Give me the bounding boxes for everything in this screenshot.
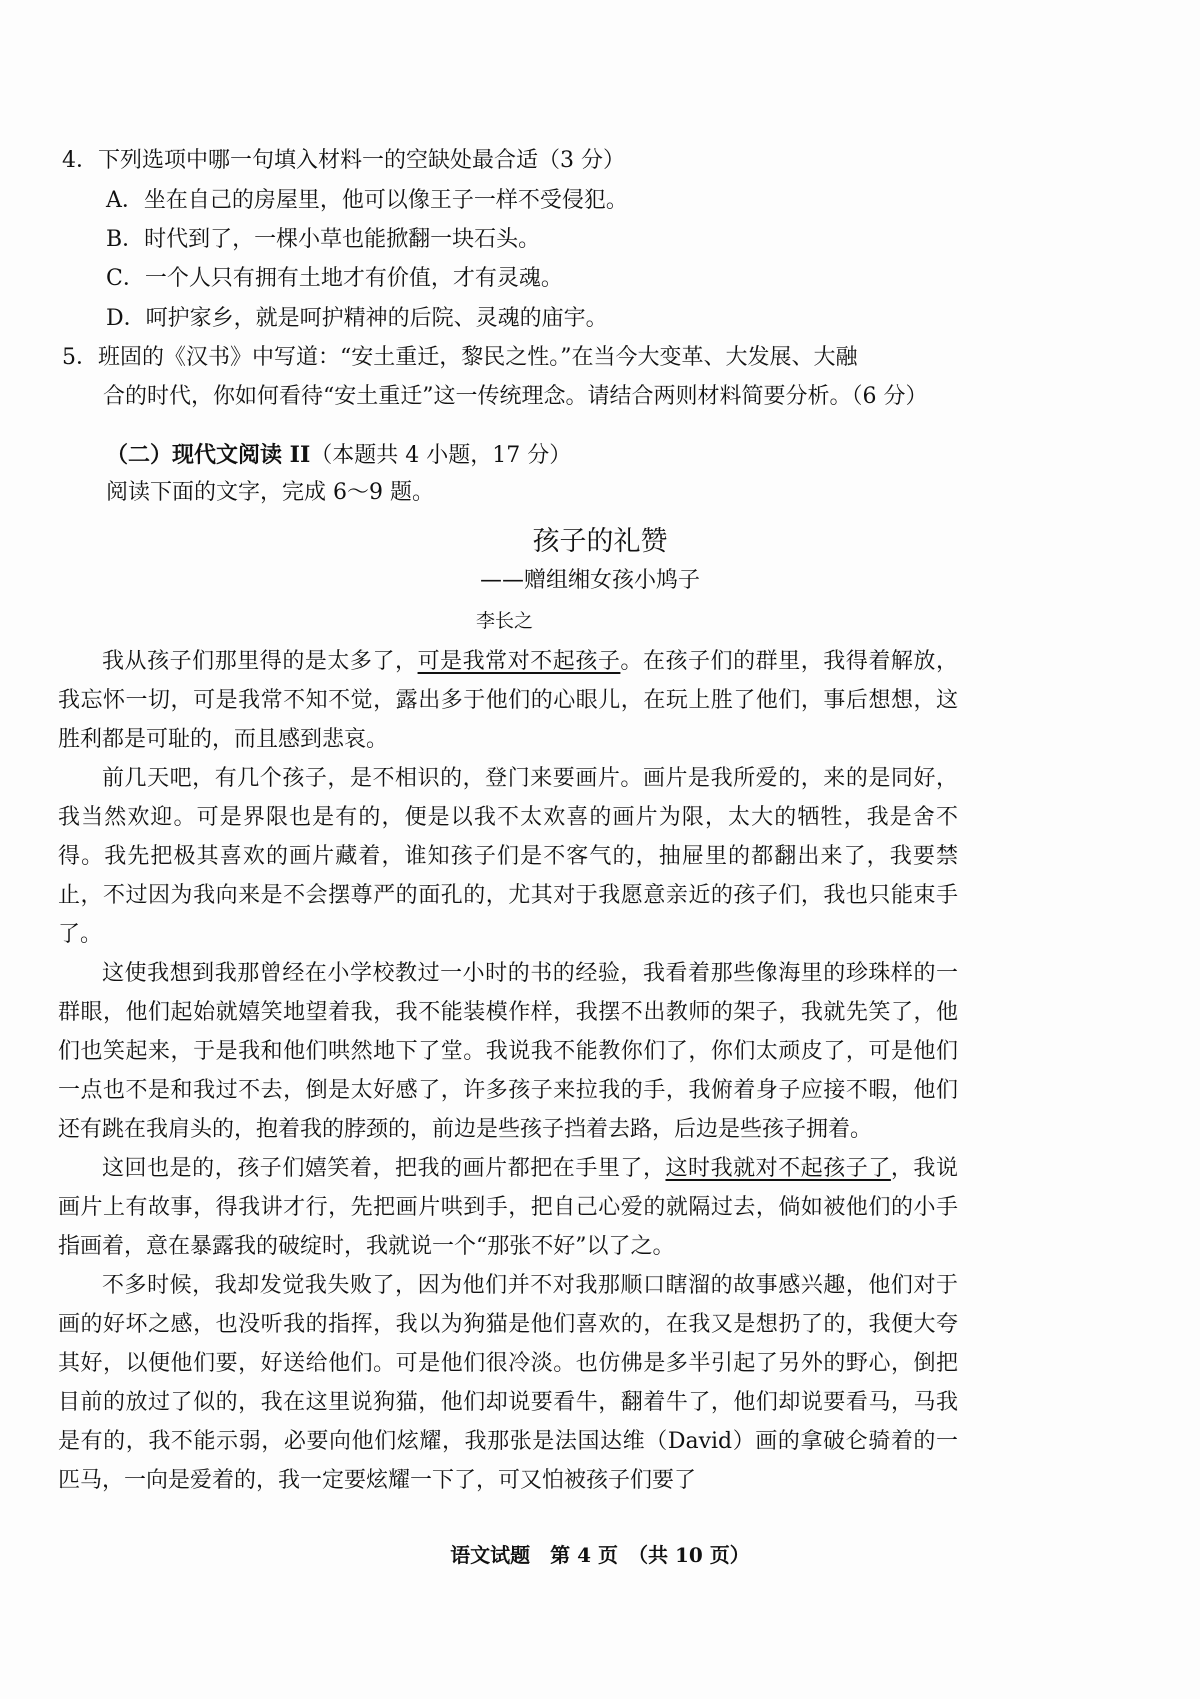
paragraph-4-text-a: 这回也是的，孩子们嬉笑着，把我的画片都把在手里了， <box>102 1156 666 1181</box>
question-4-option-b: B．时代到了，一棵小草也能掀翻一块石头。 <box>106 227 541 252</box>
article-paragraph-1 <box>58 642 958 759</box>
article-paragraph-3: 这使我想到我那曾经在小学校教过一小时的书的经验，我看着那些像海里的珍珠样的一群眼，他们起始就嬉笑地望着我，我不能装模作样，我摆不出教师的架子，我就先笑了，他们也笑起来，于是我和他们哄然地下了堂。我说我不能教你们了，你们太顽皮了，可是他们一点也不是和我过不去，倒是太好感了，许多孩子来拉我的手，我俯着身子应接不暇，他们还有跳在我肩头的，抱着我的脖颈的，前边是些孩子挡着去路，后边是些孩子拥着。 <box>58 961 958 1142</box>
article-paragraph-5: 不多时候，我却发觉我失败了，因为他们并不对我那顺口瞎溜的故事感兴趣，他们对于画的好坏之感，也没听我的指挥，我以为狗猫是他们喜欢的，在我又是想扔了的，我便大夸其好，以便他们要，好送给他们。可是他们很冷淡。也仿佛是多半引起了另外的野心，倒把目前的放过了似的，我在这里说狗猫，他们却说要看牛，翻着牛了，他们却说要看马，马我是有的，我不能示弱，必要向他们炫耀，我那张是法国达维（David）画的拿破仑骑着的一匹马，一向是爱着的，我一定要炫耀一下了，可又怕被孩子们要了 <box>58 1273 958 1493</box>
question-4-option-d: D．呵护家乡，就是呵护精神的后院、灵魂的庙宇。 <box>106 306 608 331</box>
article-title: 孩子的礼赞 <box>532 526 668 557</box>
question-5-line-1: 5．班固的《汉书》中写道：“安土重迁，黎民之性。”在当今大变革、大发展、大融 <box>62 345 858 370</box>
section-instruction: 阅读下面的文字，完成 6～9 题。 <box>106 480 434 505</box>
question-4-option-c: C．一个人只有拥有土地才有价值，才有灵魂。 <box>106 266 563 291</box>
section-heading-label: （二）现代文阅读 II <box>106 442 311 468</box>
paragraph-1-text-b: 。在孩子们的群里，我得着解放，我忘怀一切，可是我常不知不觉，露出多于他们的心眼儿，在玩上胜了他们，事后想想，这胜利都是可耻的，而且感到悲哀。 <box>58 649 958 752</box>
article-paragraph-4 <box>58 1149 958 1266</box>
question-5-line-2: 合的时代，你如何看待“安土重迁”这一传统理念。请结合两则材料简要分析。（6 分） <box>103 384 928 409</box>
paragraph-1-text-a: 我从孩子们那里得的是太多了， <box>102 649 418 674</box>
article-body <box>58 642 958 1500</box>
article-paragraph-2: 前几天吧，有几个孩子，是不相识的，登门来要画片。画片是我所爱的，来的是同好，我当然欢迎。可是界限也是有的，便是以我不太欢喜的画片为限，太大的牺牲，我是舍不得。我先把极其喜欢的画片藏着，谁知孩子们是不客气的，抽屉里的都翻出来了，我要禁止，不过因为我向来是不会摆尊严的面孔的，尤其对于我愿意亲近的孩子们，我也只能束手了。 <box>58 766 958 947</box>
article-author: 李长之 <box>476 610 534 632</box>
question-4-option-a: A．坐在自己的房屋里，他可以像王子一样不受侵犯。 <box>106 188 628 213</box>
article-subtitle: ——赠组缃女孩小鸠子 <box>480 568 701 593</box>
paragraph-4-text-b: ，我说画片上有故事，得我讲才行，先把画片哄到手，把自己心爱的就隔过去，倘如被他们的小手指画着，意在暴露我的破绽时，我就说一个“那张不好”以了之。 <box>58 1156 958 1259</box>
question-4-stem: 4．下列选项中哪一句填入材料一的空缺处最合适（3 分） <box>62 148 625 173</box>
section-heading <box>106 440 571 471</box>
underlined-sentence-2: 这时我就对不起孩子了 <box>665 1156 891 1181</box>
page-footer: 语文试题 第 4 页 （共 10 页） <box>450 1543 750 1567</box>
underlined-sentence-1: 可是我常对不起孩子 <box>417 649 621 674</box>
section-heading-note: （本题共 4 小题，17 分） <box>310 443 572 468</box>
